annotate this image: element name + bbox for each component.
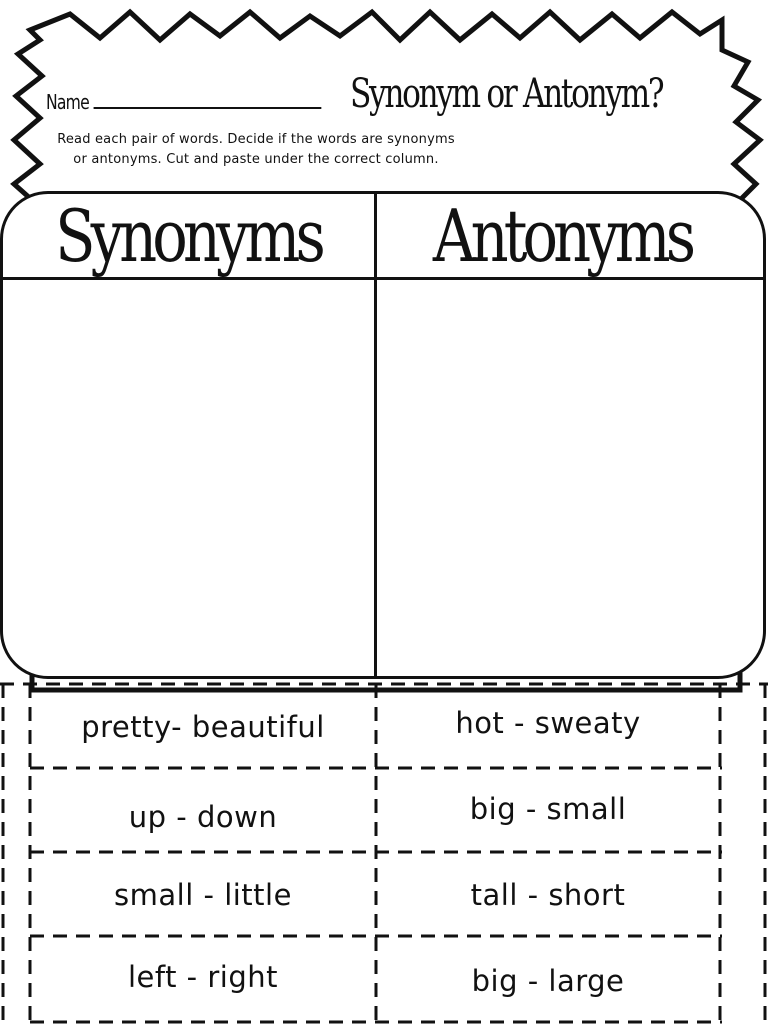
word-card[interactable]: big - large — [471, 964, 625, 998]
synonyms-heading: Synonyms — [55, 194, 321, 278]
word-card[interactable]: up - down — [128, 800, 278, 834]
name-field[interactable] — [46, 90, 321, 114]
antonyms-heading: Antonyms — [432, 194, 692, 278]
word-card[interactable]: small - little — [114, 878, 292, 912]
word-card[interactable]: left - right — [127, 960, 278, 994]
cut-out-cards-area — [0, 682, 768, 1024]
name-label: Name — [46, 90, 89, 114]
header-divider — [3, 277, 763, 280]
synonyms-drop-zone[interactable] — [3, 281, 373, 676]
word-card[interactable]: tall - short — [470, 878, 626, 912]
word-card[interactable]: big - small — [469, 792, 627, 826]
sorting-chart — [0, 191, 766, 679]
word-card[interactable]: pretty- beautiful — [81, 710, 325, 744]
antonyms-drop-zone[interactable] — [377, 281, 763, 676]
name-blank-line[interactable] — [94, 93, 322, 109]
worksheet-title: Synonym or Antonym? — [350, 71, 663, 117]
word-card[interactable]: hot - sweaty — [455, 706, 641, 740]
instructions-text: Read each pair of words. Decide if the words are synonyms or antonyms. Cut and paste under the correct column. — [57, 132, 455, 167]
